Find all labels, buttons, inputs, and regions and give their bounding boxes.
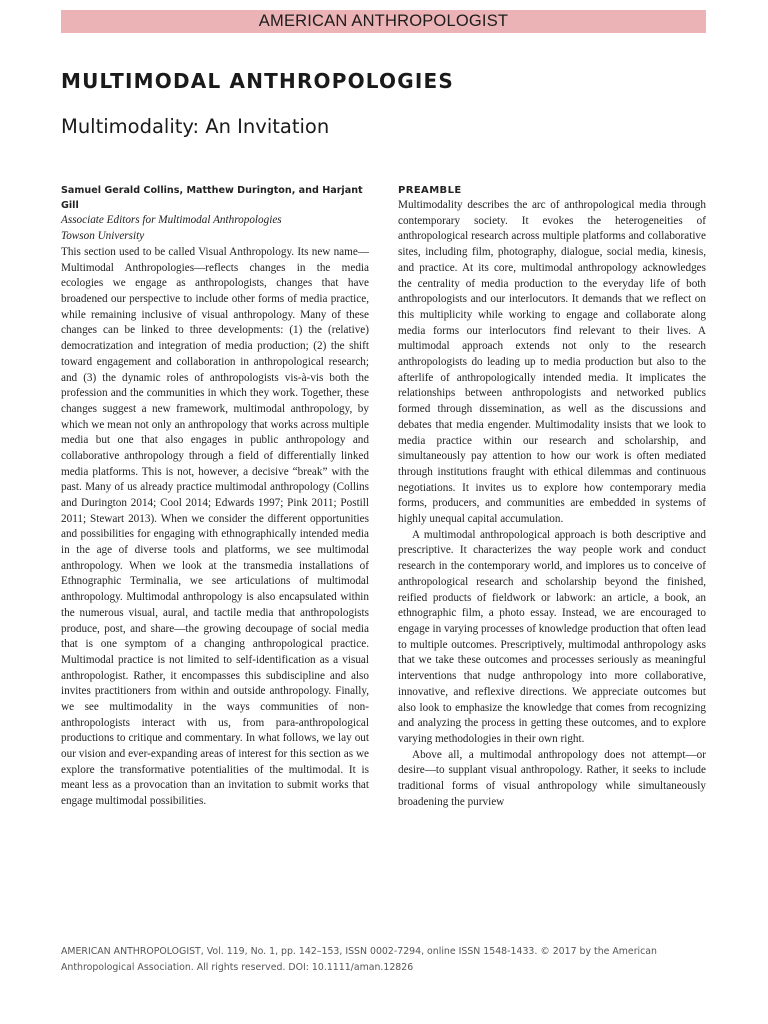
- author-institution: Towson University: [61, 229, 145, 242]
- preamble-heading: PREAMBLE: [398, 185, 462, 196]
- preamble-section: [398, 183, 706, 810]
- journal-banner: AMERICAN ANTHROPOLOGIST: [61, 10, 706, 33]
- article-title: Multimodality: An Invitation: [61, 115, 330, 138]
- author-role: Associate Editors for Multimodal Anthropologies: [61, 214, 282, 226]
- intro-paragraph: This section used to be called Visual Anthropology. Its new name—Multimodal Anthropologies—reflects changes in the media ecologies we engage as anthropologists, changes that have broadened our perspective to include other forms of media practice, while remaining inclusive of visual anthropology. Many of these changes can be linked to three developments: (1) the (relative) democratization and integration of media production; (2) the shift toward engagement and collaboration in anthropological research; and (3) the dynamic roles of anthropologists vis-à-vis both the profession and the communities in which they work. Together, these changes suggest a new framework, multimodal anthropology, by which we mean not only an anthropology that works across multiple media but one that also engages in public anthropology and collaborative anthropology through a field of differentially linked media platforms. This is not, however, a decisive “break” with the past. Many of us already practice multimodal anthropology (Collins and Durington 2014; Cool 2014; Edwards 1997; Pink 2011; Postill 2011; Stewart 2013). When we consider the different opportunities and possibilities for engaging with ethnographically intended media in the age of diverse tools and platforms, we see multimodal anthropology. When we look at the transmedia installations of Ethnographic Terminalia, we see articulations of multimodal anthropology. Multimodal anthropology is also encapsulated within the numerous visual, aural, and tactile media that anthropologists produce, post, and share—the growing decoupage of social media that is one symptom of a changing anthropological practice. Multimodal practice is not limited to self-identification as a visual anthropologist. Rather, it encompasses this subdiscipline and also invites practitioners from within and outside anthropology. Finally, we see multimodality in the ways communities of non-anthropologists interact with us, from para-anthropological productions to critique and commentary. In what follows, we lay out our vision and ever-expanding areas of interest for this section as we explore the transformative potentialities of the multimodal. It is meant less as a provocation than an invitation to submit works that engage multimodal possibilities.: [61, 246, 369, 808]
- section-title: MULTIMODAL ANTHROPOLOGIES: [61, 69, 454, 93]
- footer-journal-name: AMERICAN ANTHROPOLOGIST: [61, 946, 201, 957]
- authors: Samuel Gerald Collins, Matthew Durington, and Harjant Gill: [61, 185, 363, 211]
- byline: [61, 183, 369, 244]
- preamble-paragraph-3: Above all, a multimodal anthropology does not attempt—or desire—to supplant visual anthropology. Rather, it seeks to include traditional forms of visual anthropology while simultaneously broadening the purview: [398, 748, 706, 808]
- citation-footer: [61, 944, 706, 976]
- footer-citation: , Vol. 119, No. 1, pp. 142–153, ISSN 0002-7294, online ISSN 1548-1433. © 2017 by the American Anthropological Association. All rights reserved. DOI: 10.1111/aman.12826: [61, 946, 657, 973]
- preamble-paragraph-1: Multimodality describes the arc of anthropological media through contemporary society. It evokes the heterogeneities of anthropological research across multiple platforms and collaborative sites, including film, photography, dialogue, social media, kinesis, and practice. At its core, multimodal anthropology acknowledges the centrality of media production to the everyday life of both anthropologists and our interlocutors. It demands that we reflect on this multiplicity while working to engage and collaborate along media forms our interlocutors find relevant to their lives. A multimodal approach extends not only to the research anthropologists do leading up to media production but also to the afterlife of anthropologically intended media. It implicates the relationships between anthropologists and networked publics formed through dissemination, as well as the discussions and debates that media engender. Multimodality insists that we look to media practice within our research and scholarship, and simultaneously pay attention to how our work is often mediated through institutions fraught with ethical dilemmas and continuous negotiations. It invites us to explore how contemporary media forms, producers, and communities are embedded in systems of highly unequal capital accumulation.: [398, 199, 706, 526]
- preamble-paragraph-2: A multimodal anthropological approach is both descriptive and prescriptive. It characterizes the way people work and conduct research in the contemporary world, and implores us to conceive of anthropological research and scholarship beyond the finished, reified products of fieldwork or labwork: an article, a book, an ethnographic film, a photo essay. Instead, we are encouraged to engage in varying processes of knowledge production that often lead to multiple outcomes. Prescriptively, multimodal anthropology asks that we take these outcomes and processes seriously as meaningful interventions that nudge anthropology into more collaborative, innovative, and reflexive directions. We appreciate outcomes but also look to emphasize the knowledge that comes from recognizing and analyzing the process in getting these outcomes, and to explore varying methodologies in their own right.: [398, 528, 706, 745]
